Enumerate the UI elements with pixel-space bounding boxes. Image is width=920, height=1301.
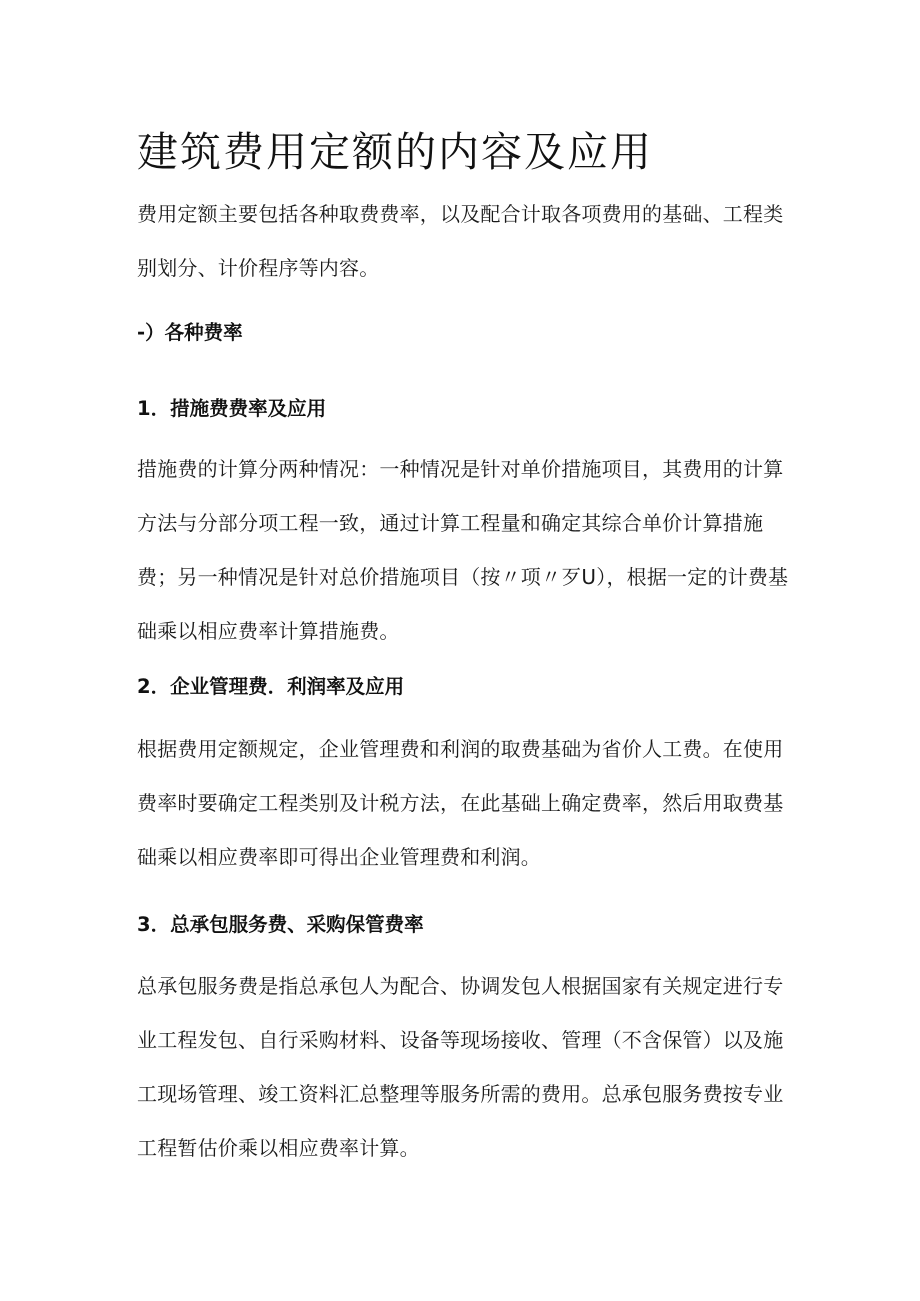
intro-paragraph: 费用定额主要包括各种取费费率，以及配合计取各项费用的基础、工程类别划分、计价程序等内容。 (137, 202, 784, 280)
subheading-measure-fee-rate: 1．措施费费率及应用 (137, 397, 327, 420)
paragraph-measure-fee: 措施费的计算分两种情况：一种情况是针对单价措施项目，其费用的计算方法与分部分项工程一致，通过计算工程量和确定其综合单价计算措施费；另一种情况是针对总价措施项目（按〃项〃歹U），根据一定的计费基础乘以相应费率计算措施费。 (137, 457, 789, 643)
page-title: 建筑费用定额的内容及应用 (137, 128, 653, 176)
paragraph-general-contract-service: 总承包服务费是指总承包人为配合、协调发包人根据国家有关规定进行专业工程发包、自行采购材料、设备等现场接收、管理（不含保管）以及施工现场管理、竣工资料汇总整理等服务所需的费用。总承包服务费按专业工程暂估价乘以相应费率计算。 (137, 974, 784, 1160)
paragraph-management-profit: 根据费用定额规定，企业管理费和利润的取费基础为省价人工费。在使用费率时要确定工程类别及计税方法，在此基础上确定费率，然后用取费基础乘以相应费率即可得出企业管理费和利润。 (137, 737, 784, 869)
subheading-management-profit-rate: 2．企业管理费．利润率及应用 (137, 675, 405, 698)
subheading-general-contract-service-rate: 3．总承包服务费、采购保管费率 (137, 913, 424, 936)
section-heading-fee-rates: -）各种费率 (137, 321, 243, 344)
